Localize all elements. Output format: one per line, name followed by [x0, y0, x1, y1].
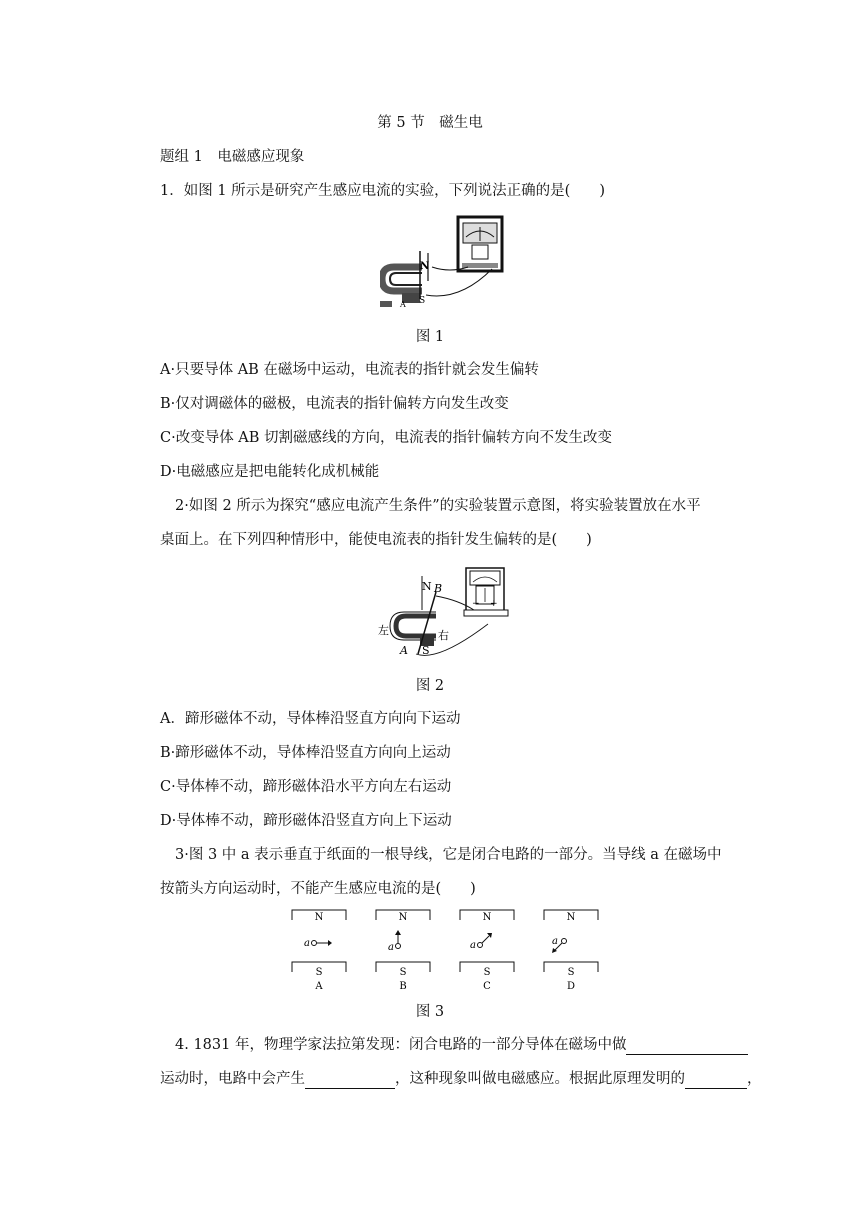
svg-text:N: N	[398, 912, 408, 923]
svg-text:a: a	[470, 940, 476, 951]
q2-stem-line1: 2·如图 2 所示为探究“感应电流产生条件”的实验装置示意图，将实验装置放在水平	[175, 498, 701, 514]
svg-text:S: S	[315, 967, 323, 978]
fig1-caption: 图 1	[415, 329, 445, 345]
svg-text:S: S	[567, 967, 575, 978]
fig2-plus-label: +	[490, 599, 498, 609]
fig3-caption: 图 3	[415, 1004, 445, 1020]
q2-option-d: D·导体棒不动，蹄形磁体沿竖直方向上下运动	[160, 813, 452, 829]
figure-2	[378, 566, 518, 660]
figure-3	[290, 906, 600, 994]
fig2-s-label: S	[422, 644, 430, 657]
q4-line2	[160, 1069, 762, 1089]
svg-text:B: B	[399, 981, 407, 992]
q3-stem-line2: 按箭头方向运动时，不能产生感应电流的是( )	[160, 881, 476, 897]
svg-text:a: a	[388, 942, 394, 953]
svg-text:D: D	[566, 981, 576, 992]
svg-text:S: S	[483, 967, 491, 978]
fig2-left-label: 左	[378, 624, 389, 637]
section-title: 第 5 节 磁生电	[377, 115, 483, 131]
q1-option-a: A·只要导体 AB 在磁场中运动，电流表的指针就会发生偏转	[160, 362, 539, 378]
svg-text:C: C	[483, 981, 491, 992]
q2-stem-line2: 桌面上。在下列四种情形中，能使电流表的指针发生偏转的是( )	[160, 532, 592, 548]
q1-stem: 1．如图 1 所示是研究产生感应电流的实验，下列说法正确的是( )	[160, 183, 605, 199]
svg-text:N: N	[566, 912, 576, 923]
q4-line2-text-a: 运动时，电路中会产生	[160, 1071, 305, 1087]
fig1-a-label: A	[400, 300, 406, 309]
q4-line2-text-b: ，这种现象叫做电磁感应。根据此原理发明的	[395, 1071, 685, 1087]
svg-text:A: A	[315, 981, 323, 992]
q1-option-c: C·改变导体 AB 切割磁感线的方向，电流表的指针偏转方向不发生改变	[160, 430, 613, 446]
fig2-n-label: N	[422, 580, 432, 593]
fig2-right-label: 右	[438, 629, 449, 642]
q4-line1-text: 4. 1831 年，物理学家法拉第发现：闭合电路的一部分导体在磁场中做	[175, 1037, 627, 1053]
fig2-b-label: B	[434, 582, 443, 595]
q2-option-a: A．蹄形磁体不动，导体棒沿竖直方向向下运动	[160, 711, 461, 727]
figure-1	[380, 215, 520, 312]
svg-text:a: a	[552, 936, 558, 947]
fig1-n-label: N	[420, 261, 430, 272]
svg-text:N: N	[482, 912, 492, 923]
q4-line1	[175, 1035, 748, 1055]
fig3-panel-c	[460, 910, 514, 992]
group-heading: 题组 1 电磁感应现象	[160, 149, 305, 165]
fig3-panel-a	[292, 910, 346, 992]
q3-stem-line1: 3·图 3 中 a 表示垂直于纸面的一根导线，它是闭合电路的一部分。当导线 a 在磁场中	[175, 847, 722, 863]
fig2-minus-label: −	[472, 599, 480, 609]
fig3-panel-d	[544, 910, 598, 992]
q4-blank-1[interactable]	[626, 1038, 748, 1055]
fig2-caption: 图 2	[415, 678, 445, 694]
svg-text:N: N	[314, 912, 324, 923]
q4-blank-2[interactable]	[305, 1072, 395, 1089]
fig1-s-label: S	[419, 296, 426, 306]
q1-option-b: B·仅对调磁体的磁极，电流表的指针偏转方向发生改变	[160, 396, 509, 412]
q4-blank-3[interactable]	[685, 1072, 747, 1089]
q4-line2-text-c: ，	[747, 1071, 762, 1087]
fig2-a-label: A	[400, 644, 408, 657]
svg-text:S: S	[399, 967, 407, 978]
q2-option-b: B·蹄形磁体不动，导体棒沿竖直方向向上运动	[160, 745, 451, 761]
q1-option-d: D·电磁感应是把电能转化成机械能	[160, 464, 380, 480]
svg-text:a: a	[304, 938, 310, 949]
q2-option-c: C·导体棒不动，蹄形磁体沿水平方向左右运动	[160, 779, 452, 795]
fig3-panel-b	[376, 910, 430, 992]
